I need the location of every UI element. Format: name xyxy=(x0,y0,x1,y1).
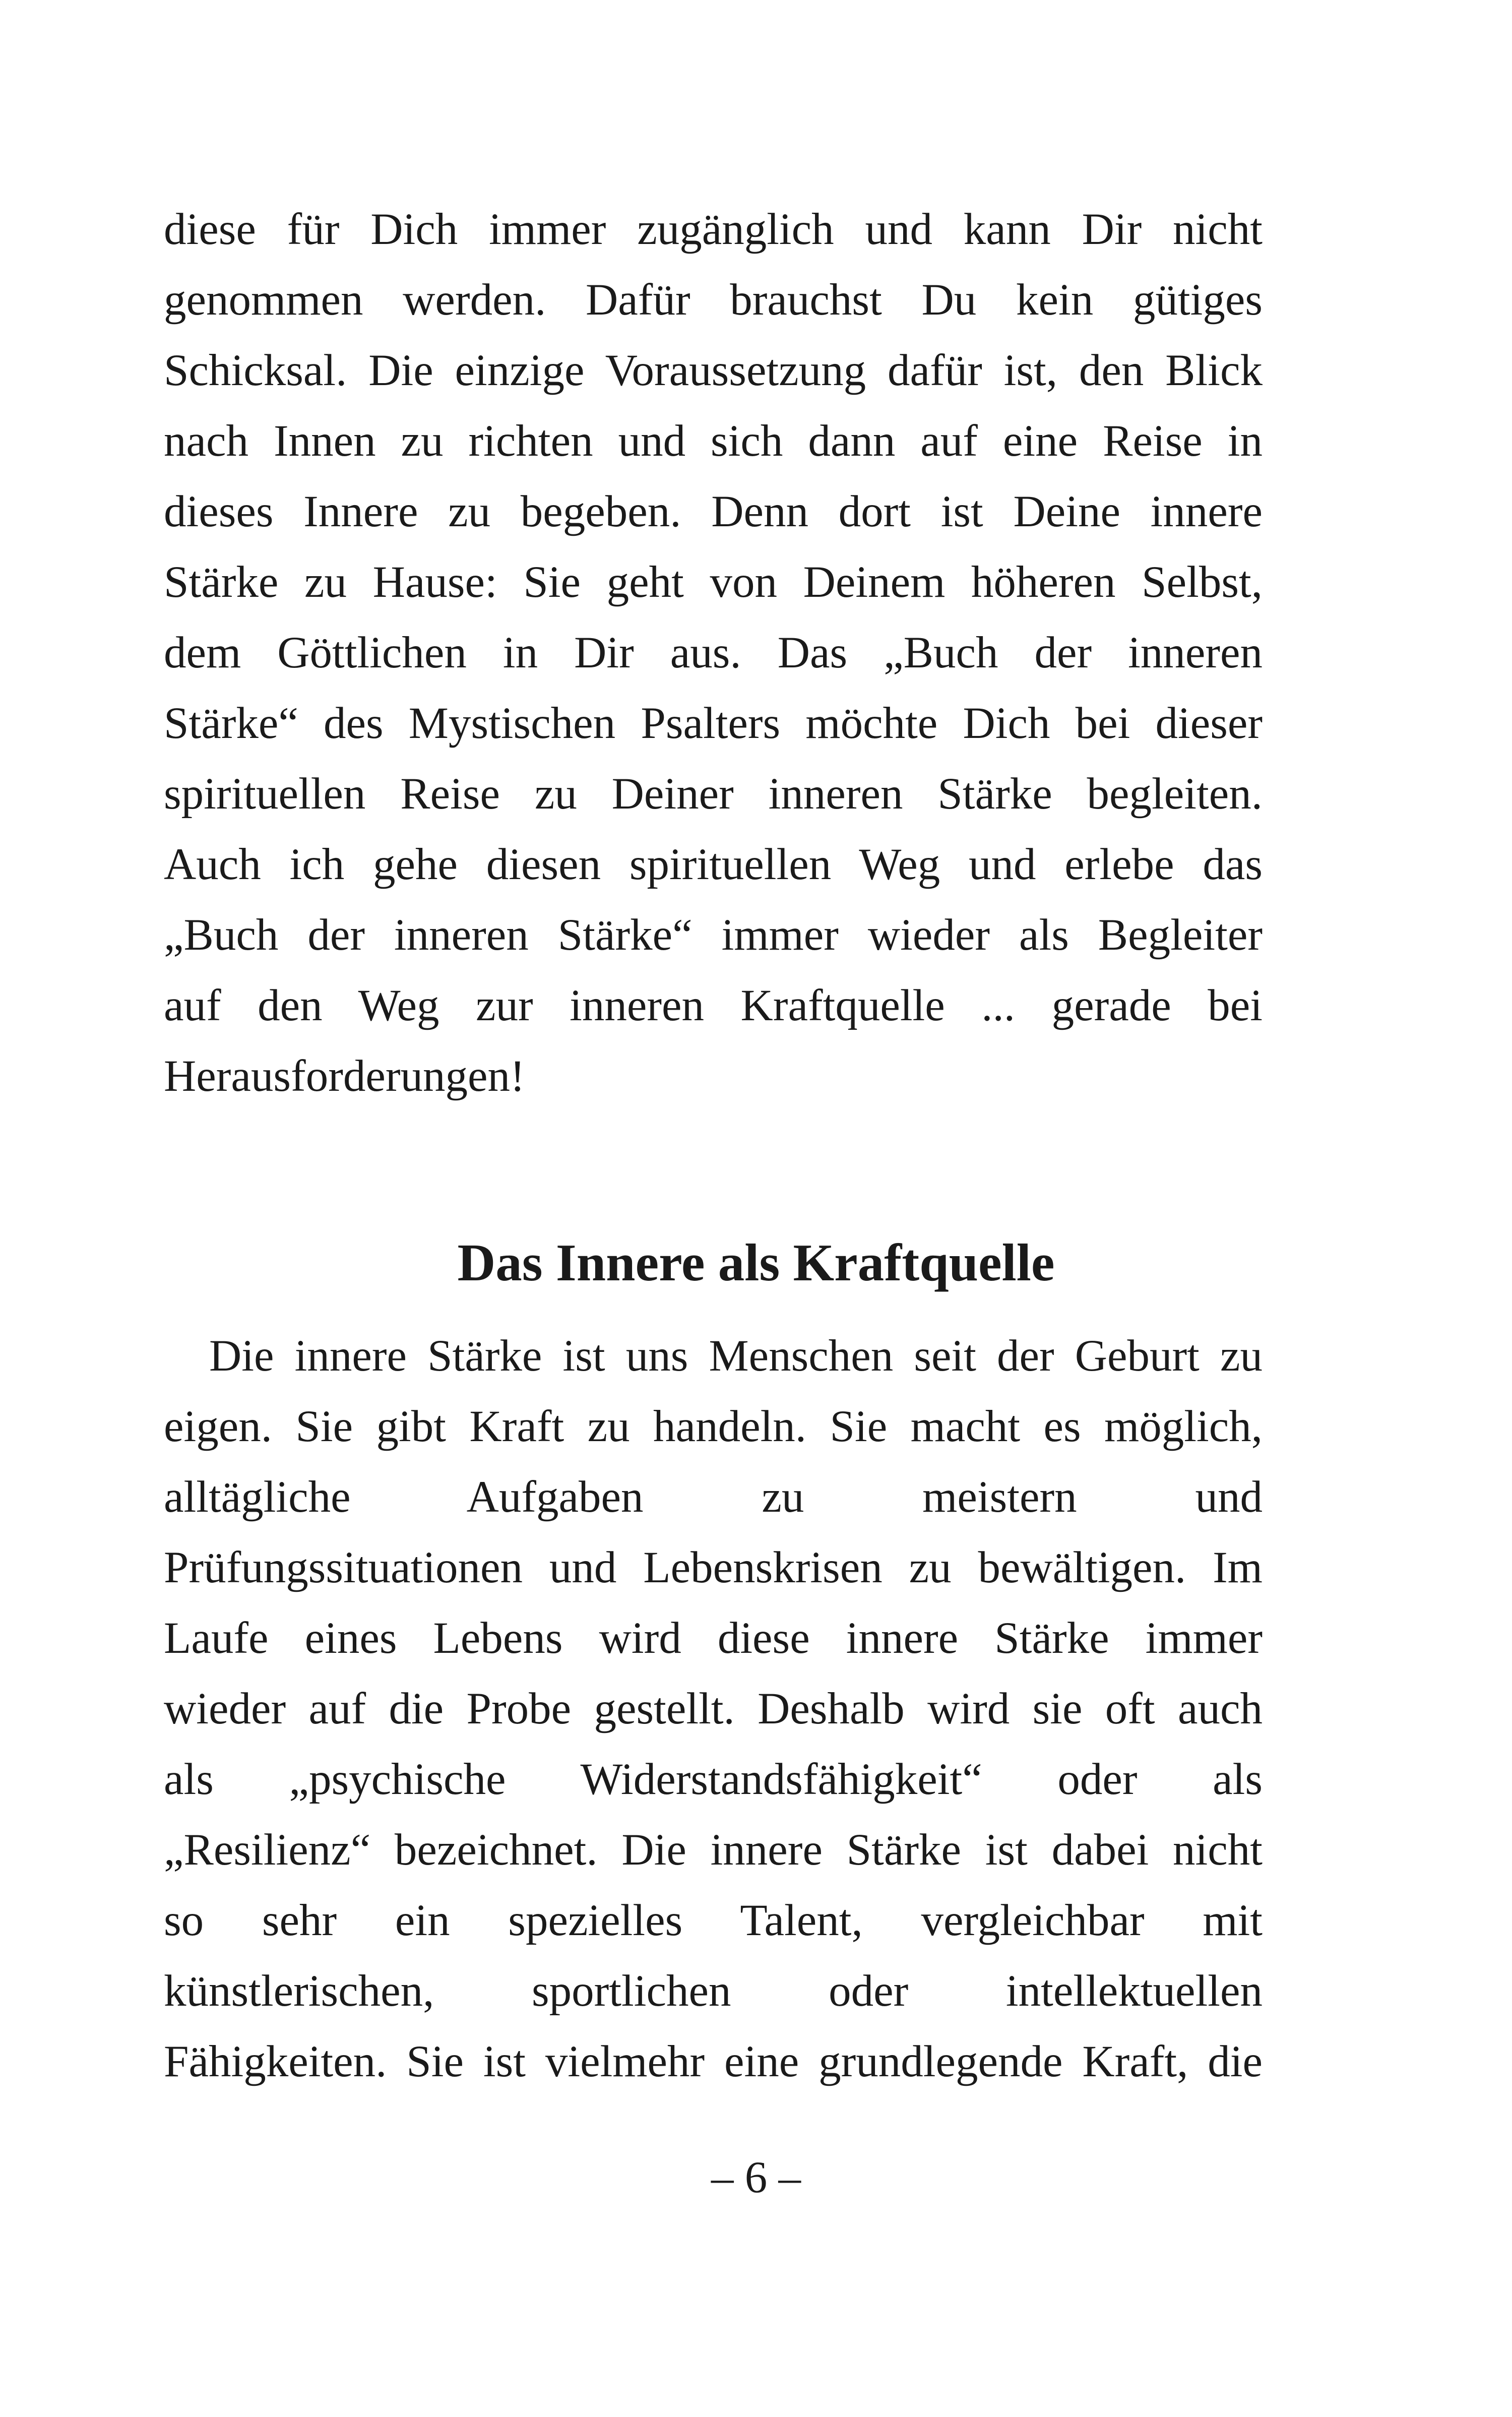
text-line: Prüfungssituationen und Lebenskrisen zu bewältigen. Im xyxy=(164,1543,1263,1592)
text-line: wieder auf die Probe gestellt. Deshalb wird sie oft auch xyxy=(164,1684,1263,1733)
text-line: Stärke“ des Mystischen Psalters möchte Dich bei dieser xyxy=(164,699,1263,748)
text-line: „Resilienz“ bezeichnet. Die innere Stärke ist dabei nicht xyxy=(164,1825,1263,1875)
text-line: Schicksal. Die einzige Voraussetzung dafür ist, den Blick xyxy=(164,346,1263,395)
text-line: Stärke zu Hause: Sie geht von Deinem höheren Selbst, xyxy=(164,557,1263,607)
text-line: künstlerischen, sportlichen oder intellektuellen xyxy=(164,1966,1263,2016)
text-line: spirituellen Reise zu Deiner inneren Stärke begleiten. xyxy=(164,769,1263,819)
text-line: Laufe eines Lebens wird diese innere Stärke immer xyxy=(164,1614,1263,1663)
paragraph-intro xyxy=(164,194,1263,1111)
text-line: als „psychische Widerstandsfähigkeit“ oder als xyxy=(164,1755,1263,1804)
text-line: Herausforderungen! xyxy=(164,1051,525,1101)
text-line: eigen. Sie gibt Kraft zu handeln. Sie macht es möglich, xyxy=(164,1402,1263,1451)
text-line: diese für Dich immer zugänglich und kann Dir nicht xyxy=(164,205,1263,254)
text-line: „Buch der inneren Stärke“ immer wieder als Begleiter xyxy=(164,910,1263,960)
text-line: auf den Weg zur inneren Kraftquelle ... gerade bei xyxy=(164,981,1263,1030)
section-heading: Das Innere als Kraftquelle xyxy=(457,1233,1055,1292)
text-line: Die innere Stärke ist uns Menschen seit der Geburt zu xyxy=(209,1331,1263,1381)
text-line: alltägliche Aufgaben zu meistern und xyxy=(164,1472,1263,1522)
text-line: dieses Innere zu begeben. Denn dort ist Deine innere xyxy=(164,487,1263,536)
text-line: Fähigkeiten. Sie ist vielmehr eine grundlegende Kraft, die xyxy=(164,2037,1263,2086)
text-line: dem Göttlichen in Dir aus. Das „Buch der inneren xyxy=(164,628,1263,677)
text-line: so sehr ein spezielles Talent, vergleichbar mit xyxy=(164,1896,1263,1945)
text-line: nach Innen zu richten und sich dann auf eine Reise in xyxy=(164,416,1263,466)
page-number: – 6 – xyxy=(711,2153,801,2202)
text-line: genommen werden. Dafür brauchst Du kein gütiges xyxy=(164,275,1263,325)
text-line: Auch ich gehe diesen spirituellen Weg und erlebe das xyxy=(164,840,1263,889)
paragraph-body xyxy=(164,1321,1263,2097)
